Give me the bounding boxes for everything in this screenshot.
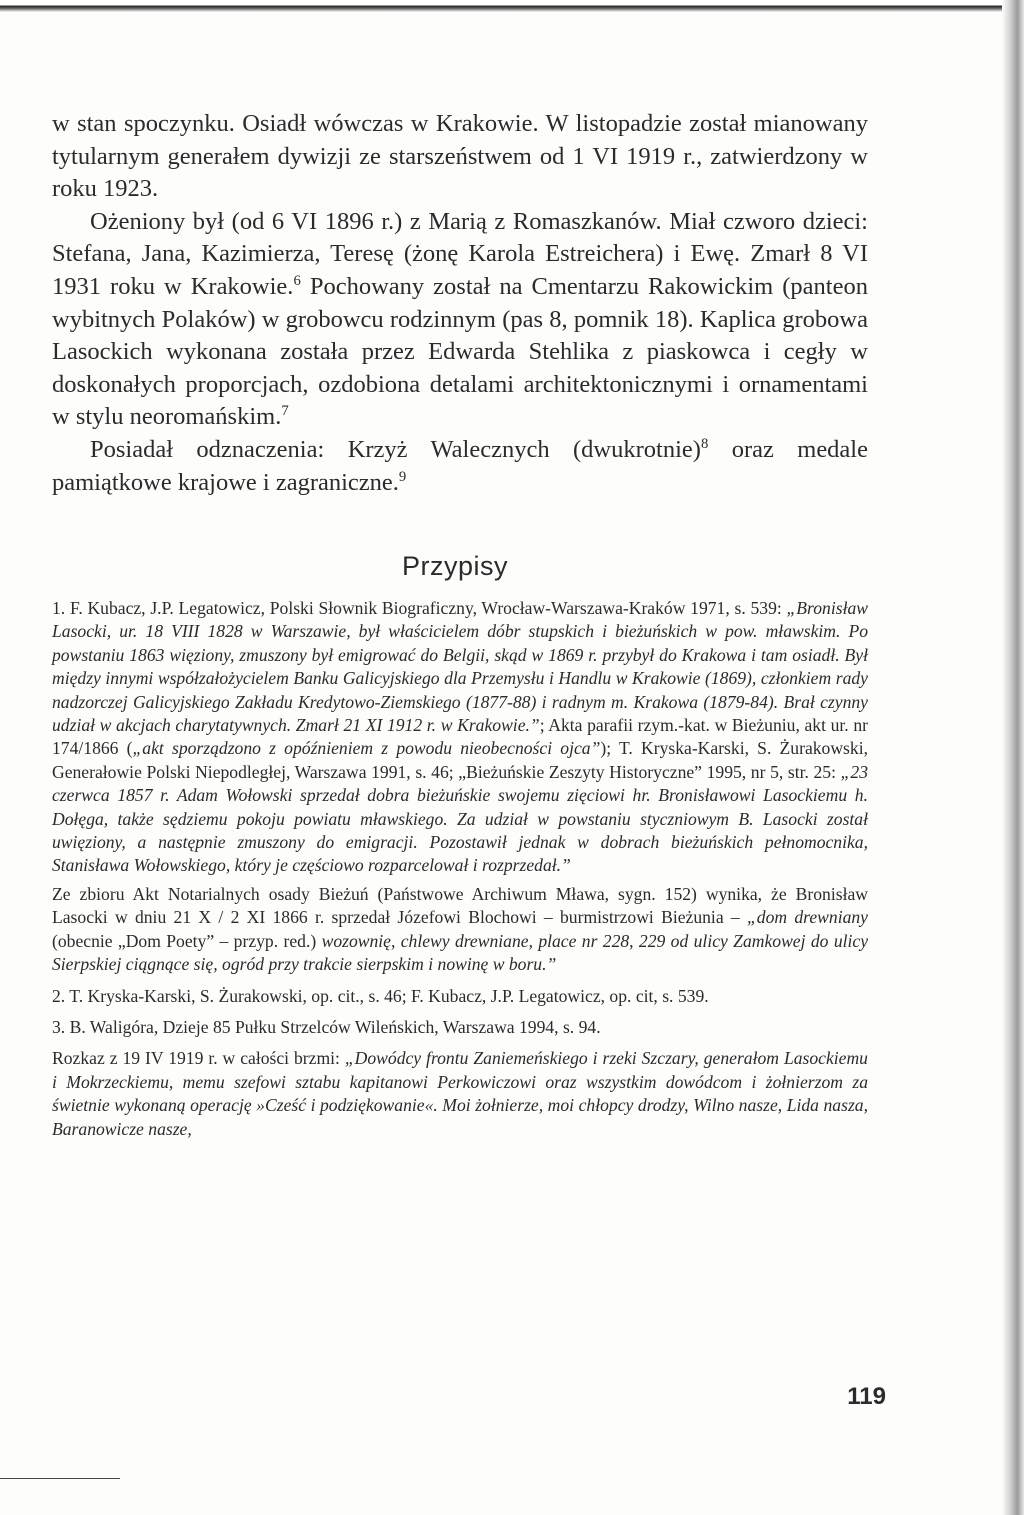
note-1-ref: 1. F. Kubacz, J.P. Legatowicz, Polski Słownik Biograficzny, Wrocław-Warszawa-Kraków 1971, s. 539: [52, 598, 787, 618]
note-3-intro: Rozkaz z 19 IV 1919 r. w całości brzmi: [52, 1048, 345, 1069]
note-1-archive: Ze zbioru Akt Notarialnych osady Bieżuń (Państwowe Archiwum Mława, sygn. 152) wynika, że Bronisław Lasocki w dniu 21 X / 2 XI 1866 r. sprzedał Józefowi Blochowi – burmistrzowi Bieżunia – [52, 883, 868, 928]
note-3: 3. B. Waligóra, Dzieje 85 Pułku Strzelców Wileńskich, Warszawa 1994, s. 94. [52, 1016, 601, 1037]
main-text [52, 108, 868, 499]
footnotes [52, 597, 868, 1141]
note-2: 2. T. Kryska-Karski, S. Żurakowski, op. cit., s. 46; F. Kubacz, J.P. Legatowicz, op. cit, s. 539. [52, 985, 709, 1006]
top-scan-edge [0, 0, 1024, 13]
note-1-quote-5: wozownię, chlewy drewniane, place nr 228, 229 od ulicy Zamkowej do ulicy Sierpskiej ciągnące się, ogród przy trakcie sierpskim i nowinę w boru.” [52, 930, 869, 975]
note-1-quote-1: „Bronisław Lasocki, ur. 18 VIII 1828 w Warszawie, był właścicielem dóbr stupskich i bieżuńskich w pow. mławskim. Po powstaniu 1863 więziony, zmuszony był emigrować do Belgii, skąd w 1869 r. przybył do Krakowa i tam osiadł. Był między innymi współzałożycielem Banku Galicyjskiego dla Przemysłu i Handlu w Krakowie (1869), członkiem rady nadzorczej Galicyjskiego Zakładu Kredytowo-Ziemskiego (1877-88) i radnym m. Krakowa (1879-84). Brał czynny udział w akcjach charytatywnych. Zmarł 21 XI 1912 r. w Krakowie.” [52, 598, 868, 736]
note-1-continuation [52, 883, 868, 977]
paragraph-1: w stan spoczynku. Osiadł wówczas w Krakowie. W listopadzie został mianowany tytularnym generałem dywizji ze starszeństwem od 1 VI 1919 r., zatwierdzony w roku 1923. [52, 110, 868, 203]
note-1-quote-3: „23 czerwca 1857 r. Adam Wołowski sprzedał dobra bieżuńskie swojemu zięciowi hr. Bronisławowi Lasockiemu h. Dołęga, także sędziemu pokoju powiatu mławskiego. Za udział w powstaniu styczniowym B. Lasocki został uwięziony, a następnie zmuszony do emigracji. Pozostawił jednak w dobrach bieżuńskich pełnomocnika, Stanisława Wołowskiego, który je częściowo rozparcelował i rozprzedał.” [52, 761, 868, 876]
note-1-source-3: ); T. Kryska-Karski, S. Żurakowski, Generałowie Polski Niepodległej, Warszawa 1991, s. 46; „Bieżuńskie Zeszyty Historyczne” 1995, nr 5, str. 25: [52, 738, 868, 782]
footnote-ref-7: 7 [281, 403, 289, 420]
paragraph-3-part-b: oraz medale pamiątkowe krajowe i zagraniczne. [52, 435, 868, 496]
note-3-continuation [52, 1047, 868, 1141]
footnote-ref-8: 8 [700, 435, 709, 452]
note-1-aside: (obecnie „Dom Poety” – przyp. red.) [52, 930, 322, 951]
footnote-ref-6: 6 [293, 272, 301, 289]
page-number: 119 [847, 1383, 886, 1410]
note-1 [52, 597, 868, 878]
note-1-quote-4: „dom drewniany [747, 907, 868, 928]
footnote-ref-9: 9 [398, 468, 407, 485]
paragraph-3 [52, 434, 868, 499]
paragraph-3-part-a: Posiadał odznaczenia: Krzyż Walecznych (dwukrotnie) [90, 435, 701, 463]
bottom-left-rule [0, 1478, 120, 1479]
paragraph-2-part-b: Pochowany został na Cmentarzu Rakowickim (panteon wybitnych Polaków) w grobowcu rodzinnym (pas 8, pomnik 18). Kaplica grobowa Lasockich wykonana została przez Edwarda Stehlika z piaskowca i cegły w doskonałych proporcjach, ozdobiona detalami architektonicznymi i ornamentami w stylu neoromańskim. [52, 272, 868, 431]
paragraph-2 [52, 206, 868, 434]
paragraph-2-part-a: Ożeniony był (od 6 VI 1896 r.) z Marią z Romaszkanów. Miał czworo dzieci: Stefana, Jana, Kazimierza, Teresę (żonę Karola Estreichera) i Ewę. Zmarł 8 VI 1931 roku w Krakowie. [52, 207, 868, 300]
note-3-quote: „Dowódcy frontu Zaniemeńskiego i rzeki Szczary, generałom Lasockiemu i Mokrzeckiemu, memu szefowi sztabu kapitanowi Perkowiczowi oraz wszystkim dowódcom i żołnierzom za świetnie wykonaną operację »Cześć i podziękowanie«. Moi żołnierze, moi chłopcy drodzy, Wilno nasze, Lida nasza, Baranowicze nasze, [52, 1048, 868, 1139]
section-heading: Przypisy [402, 551, 509, 581]
right-scan-edge [1002, 0, 1024, 1515]
note-1-source-2: ; Akta parafii rzym.-kat. w Bieżuniu, akt ur. nr 174/1866 ( [52, 715, 868, 759]
note-1-quote-2: „akt sporządzono z opóźnieniem z powodu nieobecności ojca” [132, 738, 601, 759]
